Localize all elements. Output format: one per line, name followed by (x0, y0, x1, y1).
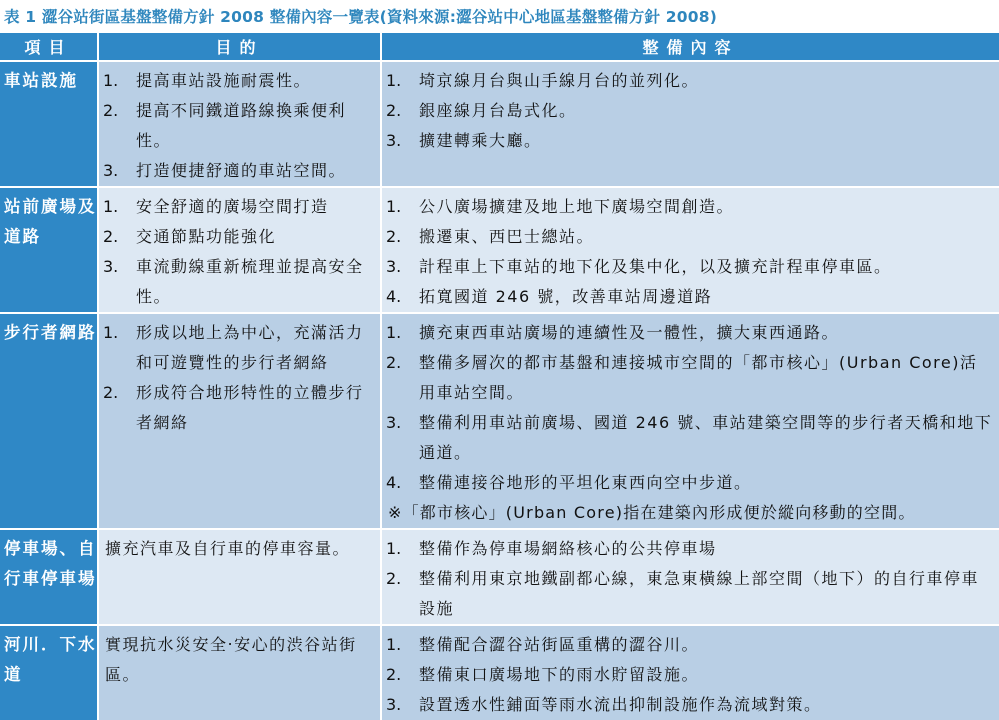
item-number: 2. (103, 101, 119, 120)
item-text: 整備東口廣場地下的雨水貯留設施。 (419, 665, 700, 684)
content-cell (381, 625, 999, 720)
item-number: 1. (386, 539, 402, 558)
item-number: 1. (386, 635, 402, 654)
item-number: 3. (386, 131, 402, 150)
content-list (382, 318, 999, 498)
list-item (382, 318, 999, 348)
list-item (382, 348, 999, 408)
item-text: 銀座線月台島式化。 (419, 101, 577, 120)
item-number: 3. (386, 695, 402, 714)
item-number: 2. (386, 353, 402, 372)
category-cell: 車站設施 (0, 61, 98, 187)
list-item (99, 66, 380, 96)
content-list (382, 192, 999, 312)
goal-text: 實現抗水災安全‧安心的渋谷站街區。 (105, 635, 357, 684)
table-row (0, 61, 999, 187)
item-number: 2. (386, 101, 402, 120)
list-item (99, 378, 380, 438)
list-item (382, 252, 999, 282)
list-item (99, 96, 380, 156)
content-cell (381, 529, 999, 625)
item-text: 整備配合澀谷站街區重構的澀谷川。 (419, 635, 700, 654)
item-number: 2. (386, 227, 402, 246)
item-number: 3. (386, 257, 402, 276)
footnote: ※「都市核心」(Urban Core)指在建築內形成便於縱向移動的空間。 (388, 503, 916, 522)
goal-cell (98, 529, 381, 625)
content-cell (381, 187, 999, 313)
plan-table (0, 33, 999, 720)
item-text: 提高車站設施耐震性。 (136, 71, 312, 90)
list-item (382, 126, 999, 156)
item-text: 埼京線月台與山手線月台的並列化。 (419, 71, 700, 90)
category-cell: 停車場、自行車停車場 (0, 529, 98, 625)
item-number: 4. (386, 473, 402, 492)
item-text: 整備作為停車場網絡核心的公共停車場 (419, 539, 717, 558)
item-text: 形成以地上為中心，充滿活力和可遊覽性的步行者網絡 (136, 323, 364, 372)
item-text: 公八廣場擴建及地上地下廣場空間創造。 (419, 197, 735, 216)
item-number: 2. (386, 569, 402, 588)
goal-cell (98, 61, 381, 187)
item-text: 整備連接谷地形的平坦化東西向空中步道。 (419, 473, 752, 492)
table-row (0, 187, 999, 313)
list-item (382, 564, 999, 624)
item-text: 擴建轉乘大廳。 (419, 131, 542, 150)
table-row (0, 313, 999, 529)
header-goal: 目的 (98, 33, 381, 61)
header-row (0, 33, 999, 61)
item-text: 整備利用車站前廣場、國道 246 號、車站建築空間等的步行者天橋和地下通道。 (419, 413, 993, 462)
item-number: 2. (103, 227, 119, 246)
category-cell: 站前廣場及道路 (0, 187, 98, 313)
item-text: 整備多層次的都市基盤和連接城市空間的「都市核心」(Urban Core)活用車站空間。 (419, 353, 978, 402)
item-text: 整備利用東京地鐵副都心線，東急東橫線上部空間（地下）的自行車停車設施 (419, 569, 980, 618)
item-text: 設置透水性鋪面等雨水流出抑制設施作為流域對策。 (419, 695, 822, 714)
item-number: 2. (103, 383, 119, 402)
list-item (382, 192, 999, 222)
item-number: 3. (386, 413, 402, 432)
list-item (382, 534, 999, 564)
header-content: 整備內容 (381, 33, 999, 61)
list-item (382, 630, 999, 660)
list-item (382, 66, 999, 96)
list-item (382, 408, 999, 468)
content-list (382, 630, 999, 720)
header-item: 項目 (0, 33, 98, 61)
goal-list (99, 66, 380, 186)
item-text: 交通節點功能強化 (136, 227, 277, 246)
category-cell: 步行者網路 (0, 313, 98, 529)
item-text: 擴充東西車站廣場的連續性及一體性，擴大東西通路。 (419, 323, 840, 342)
item-text: 打造便捷舒適的車站空間。 (136, 161, 347, 180)
item-number: 2. (386, 665, 402, 684)
item-text: 提高不同鐵道路線換乘便利性。 (136, 101, 347, 150)
list-item (382, 222, 999, 252)
item-text: 形成符合地形特性的立體步行者網絡 (136, 383, 364, 432)
list-item (382, 660, 999, 690)
item-text: 拓寬國道 246 號，改善車站周邊道路 (419, 287, 713, 306)
goal-list (99, 192, 380, 312)
table-caption: 表 1 澀谷站街區基盤整備方針 2008 整備內容一覽表(資料來源:澀谷站中心地區基盤整備方針 2008) (4, 8, 718, 26)
list-item (382, 468, 999, 498)
item-text: 安全舒適的廣場空間打造 (136, 197, 329, 216)
goal-list (99, 318, 380, 438)
list-item (99, 192, 380, 222)
goal-cell (98, 187, 381, 313)
list-item (99, 318, 380, 378)
item-number: 1. (386, 71, 402, 90)
item-number: 1. (103, 323, 119, 342)
content-list (382, 66, 999, 156)
list-item (99, 252, 380, 312)
item-number: 1. (103, 197, 119, 216)
item-text: 搬遷東、西巴士總站。 (419, 227, 595, 246)
item-number: 3. (103, 257, 119, 276)
goal-text: 擴充汽車及自行車的停車容量。 (105, 539, 351, 558)
item-number: 4. (386, 287, 402, 306)
table-row (0, 529, 999, 625)
table-row (0, 625, 999, 720)
list-item (382, 282, 999, 312)
item-text: 計程車上下車站的地下化及集中化，以及擴充計程車停車區。 (419, 257, 892, 276)
item-text: 車流動線重新梳理並提高安全性。 (136, 257, 364, 306)
content-cell (381, 61, 999, 187)
item-number: 1. (386, 197, 402, 216)
goal-cell (98, 625, 381, 720)
list-item (99, 156, 380, 186)
list-item (382, 96, 999, 126)
content-cell (381, 313, 999, 529)
content-list (382, 534, 999, 624)
list-item (99, 222, 380, 252)
category-cell: 河川．下水道 (0, 625, 98, 720)
goal-cell (98, 313, 381, 529)
item-number: 1. (103, 71, 119, 90)
item-number: 1. (386, 323, 402, 342)
list-item (382, 690, 999, 720)
item-number: 3. (103, 161, 119, 180)
